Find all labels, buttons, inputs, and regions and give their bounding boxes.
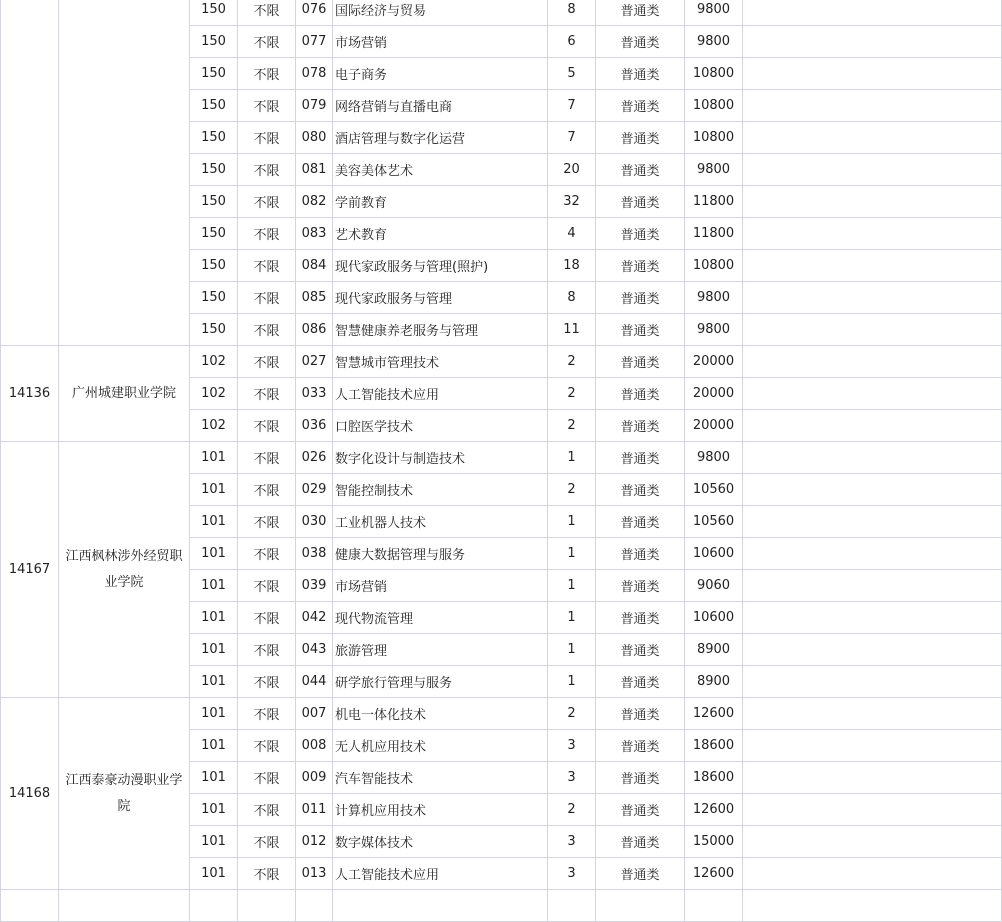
major-code-cell: 007 (296, 698, 333, 730)
major-name-cell: 酒店管理与数字化运营 (333, 122, 548, 154)
quota-cell: 32 (548, 186, 596, 218)
major-code-cell: 029 (296, 474, 333, 506)
major-code-cell: 077 (296, 26, 333, 58)
category-cell: 普通类 (596, 0, 685, 26)
major-name-cell: 计算机应用技术 (333, 794, 548, 826)
subject-req-cell: 不限 (238, 570, 296, 602)
plan-code-cell: 101 (190, 442, 238, 474)
major-name-cell: 艺术教育 (333, 218, 548, 250)
major-code-cell: 038 (296, 538, 333, 570)
plan-code-cell: 150 (190, 314, 238, 346)
major-code-cell: 081 (296, 154, 333, 186)
tuition-cell: 9800 (685, 26, 743, 58)
subject-req-cell (238, 890, 296, 922)
subject-req-cell: 不限 (238, 762, 296, 794)
major-code-cell: 026 (296, 442, 333, 474)
remark-cell (743, 186, 1002, 218)
major-name-cell: 美容美体艺术 (333, 154, 548, 186)
tuition-cell: 9800 (685, 282, 743, 314)
category-cell: 普通类 (596, 666, 685, 698)
remark-cell (743, 442, 1002, 474)
tuition-cell: 11800 (685, 186, 743, 218)
subject-req-cell: 不限 (238, 858, 296, 890)
quota-cell: 7 (548, 122, 596, 154)
subject-req-cell: 不限 (238, 314, 296, 346)
remark-cell (743, 122, 1002, 154)
subject-req-cell: 不限 (238, 506, 296, 538)
plan-code-cell: 102 (190, 346, 238, 378)
tuition-cell: 9800 (685, 314, 743, 346)
subject-req-cell: 不限 (238, 794, 296, 826)
major-name-cell: 数字化设计与制造技术 (333, 442, 548, 474)
remark-cell (743, 346, 1002, 378)
major-name-cell: 旅游管理 (333, 634, 548, 666)
remark-cell (743, 0, 1002, 26)
quota-cell: 11 (548, 314, 596, 346)
major-code-cell: 013 (296, 858, 333, 890)
major-code-cell: 079 (296, 90, 333, 122)
major-code-cell: 042 (296, 602, 333, 634)
major-name-cell: 国际经济与贸易 (333, 0, 548, 26)
subject-req-cell: 不限 (238, 122, 296, 154)
category-cell: 普通类 (596, 250, 685, 282)
school-name-cell: 江西枫林涉外经贸职业学院 (59, 442, 190, 698)
tuition-cell: 10600 (685, 602, 743, 634)
category-cell: 普通类 (596, 314, 685, 346)
major-name-cell: 研学旅行管理与服务 (333, 666, 548, 698)
quota-cell: 7 (548, 90, 596, 122)
subject-req-cell: 不限 (238, 826, 296, 858)
plan-code-cell: 101 (190, 474, 238, 506)
tuition-cell: 10800 (685, 122, 743, 154)
major-code-cell: 082 (296, 186, 333, 218)
major-name-cell: 智慧健康养老服务与管理 (333, 314, 548, 346)
school-name-cell: 广州城建职业学院 (59, 346, 190, 442)
remark-cell (743, 506, 1002, 538)
plan-code-cell (190, 890, 238, 922)
major-name-cell: 市场营销 (333, 26, 548, 58)
category-cell: 普通类 (596, 442, 685, 474)
plan-code-cell: 150 (190, 122, 238, 154)
major-name-cell: 现代物流管理 (333, 602, 548, 634)
tuition-cell (685, 890, 743, 922)
plan-code-cell: 101 (190, 730, 238, 762)
category-cell: 普通类 (596, 698, 685, 730)
category-cell: 普通类 (596, 506, 685, 538)
subject-req-cell: 不限 (238, 346, 296, 378)
tuition-cell: 8900 (685, 666, 743, 698)
tuition-cell: 10800 (685, 58, 743, 90)
quota-cell: 3 (548, 762, 596, 794)
remark-cell (743, 698, 1002, 730)
plan-code-cell: 150 (190, 0, 238, 26)
plan-code-cell: 150 (190, 282, 238, 314)
quota-cell: 4 (548, 218, 596, 250)
plan-code-cell: 102 (190, 410, 238, 442)
plan-code-cell: 102 (190, 378, 238, 410)
subject-req-cell: 不限 (238, 698, 296, 730)
remark-cell (743, 858, 1002, 890)
subject-req-cell: 不限 (238, 538, 296, 570)
subject-req-cell: 不限 (238, 602, 296, 634)
tuition-cell: 20000 (685, 410, 743, 442)
quota-cell: 2 (548, 346, 596, 378)
quota-cell: 2 (548, 794, 596, 826)
category-cell: 普通类 (596, 474, 685, 506)
major-name-cell: 市场营销 (333, 570, 548, 602)
tuition-cell: 12600 (685, 794, 743, 826)
plan-code-cell: 101 (190, 506, 238, 538)
subject-req-cell: 不限 (238, 186, 296, 218)
remark-cell (743, 634, 1002, 666)
tuition-cell: 18600 (685, 730, 743, 762)
remark-cell (743, 826, 1002, 858)
remark-cell (743, 250, 1002, 282)
remark-cell (743, 666, 1002, 698)
category-cell: 普通类 (596, 762, 685, 794)
subject-req-cell: 不限 (238, 0, 296, 26)
quota-cell: 8 (548, 282, 596, 314)
category-cell: 普通类 (596, 858, 685, 890)
school-code-cell: 14136 (1, 346, 59, 442)
major-name-cell: 数字媒体技术 (333, 826, 548, 858)
quota-cell: 3 (548, 858, 596, 890)
subject-req-cell: 不限 (238, 58, 296, 90)
remark-cell (743, 890, 1002, 922)
plan-code-cell: 150 (190, 186, 238, 218)
tuition-cell: 20000 (685, 346, 743, 378)
major-name-cell: 机电一体化技术 (333, 698, 548, 730)
school-name-cell (59, 0, 190, 346)
tuition-cell: 11800 (685, 218, 743, 250)
plan-code-cell: 150 (190, 218, 238, 250)
table-row (1, 346, 1002, 378)
subject-req-cell: 不限 (238, 666, 296, 698)
plan-code-cell: 101 (190, 634, 238, 666)
subject-req-cell: 不限 (238, 634, 296, 666)
remark-cell (743, 58, 1002, 90)
quota-cell: 1 (548, 442, 596, 474)
category-cell: 普通类 (596, 218, 685, 250)
major-code-cell: 036 (296, 410, 333, 442)
major-name-cell: 无人机应用技术 (333, 730, 548, 762)
quota-cell: 20 (548, 154, 596, 186)
major-code-cell (296, 890, 333, 922)
subject-req-cell: 不限 (238, 410, 296, 442)
tuition-cell: 12600 (685, 858, 743, 890)
major-code-cell: 076 (296, 0, 333, 26)
tuition-cell: 9800 (685, 0, 743, 26)
plan-code-cell: 101 (190, 538, 238, 570)
major-code-cell: 030 (296, 506, 333, 538)
category-cell: 普通类 (596, 826, 685, 858)
subject-req-cell: 不限 (238, 154, 296, 186)
school-name-cell (59, 890, 190, 922)
major-name-cell: 人工智能技术应用 (333, 858, 548, 890)
quota-cell: 2 (548, 698, 596, 730)
category-cell: 普通类 (596, 186, 685, 218)
category-cell: 普通类 (596, 282, 685, 314)
major-code-cell: 011 (296, 794, 333, 826)
quota-cell: 6 (548, 26, 596, 58)
plan-code-cell: 150 (190, 90, 238, 122)
remark-cell (743, 602, 1002, 634)
subject-req-cell: 不限 (238, 90, 296, 122)
remark-cell (743, 218, 1002, 250)
school-name-cell: 江西泰豪动漫职业学院 (59, 698, 190, 890)
subject-req-cell: 不限 (238, 26, 296, 58)
subject-req-cell: 不限 (238, 474, 296, 506)
quota-cell (548, 890, 596, 922)
major-name-cell: 电子商务 (333, 58, 548, 90)
subject-req-cell: 不限 (238, 250, 296, 282)
table-row (1, 698, 1002, 730)
tuition-cell: 10800 (685, 90, 743, 122)
major-name-cell: 智能控制技术 (333, 474, 548, 506)
quota-cell: 18 (548, 250, 596, 282)
category-cell: 普通类 (596, 58, 685, 90)
table-body (1, 0, 1002, 922)
plan-code-cell: 101 (190, 858, 238, 890)
plan-code-cell: 150 (190, 154, 238, 186)
remark-cell (743, 730, 1002, 762)
plan-code-cell: 101 (190, 570, 238, 602)
remark-cell (743, 794, 1002, 826)
subject-req-cell: 不限 (238, 730, 296, 762)
remark-cell (743, 282, 1002, 314)
plan-code-cell: 101 (190, 794, 238, 826)
major-code-cell: 085 (296, 282, 333, 314)
tuition-cell: 10800 (685, 250, 743, 282)
category-cell: 普通类 (596, 634, 685, 666)
quota-cell: 2 (548, 410, 596, 442)
major-name-cell: 学前教育 (333, 186, 548, 218)
tuition-cell: 9800 (685, 154, 743, 186)
plan-code-cell: 101 (190, 602, 238, 634)
major-code-cell: 080 (296, 122, 333, 154)
major-code-cell: 083 (296, 218, 333, 250)
category-cell: 普通类 (596, 122, 685, 154)
remark-cell (743, 762, 1002, 794)
tuition-cell: 18600 (685, 762, 743, 794)
plan-code-cell: 150 (190, 250, 238, 282)
category-cell: 普通类 (596, 730, 685, 762)
major-code-cell: 012 (296, 826, 333, 858)
school-code-cell: 14167 (1, 442, 59, 698)
major-name-cell: 工业机器人技术 (333, 506, 548, 538)
quota-cell: 2 (548, 378, 596, 410)
category-cell: 普通类 (596, 346, 685, 378)
major-name-cell: 网络营销与直播电商 (333, 90, 548, 122)
category-cell: 普通类 (596, 538, 685, 570)
category-cell: 普通类 (596, 154, 685, 186)
remark-cell (743, 474, 1002, 506)
remark-cell (743, 154, 1002, 186)
major-code-cell: 008 (296, 730, 333, 762)
category-cell: 普通类 (596, 410, 685, 442)
subject-req-cell: 不限 (238, 442, 296, 474)
quota-cell: 2 (548, 474, 596, 506)
school-code-cell (1, 890, 59, 922)
category-cell: 普通类 (596, 90, 685, 122)
major-code-cell: 078 (296, 58, 333, 90)
quota-cell: 1 (548, 634, 596, 666)
major-name-cell: 现代家政服务与管理(照护) (333, 250, 548, 282)
table-row (1, 890, 1002, 922)
major-code-cell: 044 (296, 666, 333, 698)
plan-code-cell: 101 (190, 826, 238, 858)
tuition-cell: 20000 (685, 378, 743, 410)
category-cell: 普通类 (596, 570, 685, 602)
remark-cell (743, 314, 1002, 346)
major-name-cell: 现代家政服务与管理 (333, 282, 548, 314)
quota-cell: 1 (548, 506, 596, 538)
category-cell: 普通类 (596, 794, 685, 826)
quota-cell: 1 (548, 602, 596, 634)
tuition-cell: 8900 (685, 634, 743, 666)
table-row (1, 0, 1002, 26)
table-row (1, 442, 1002, 474)
plan-code-cell: 101 (190, 698, 238, 730)
remark-cell (743, 570, 1002, 602)
school-code-cell (1, 0, 59, 346)
subject-req-cell: 不限 (238, 282, 296, 314)
major-code-cell: 084 (296, 250, 333, 282)
tuition-cell: 10560 (685, 506, 743, 538)
tuition-cell: 9060 (685, 570, 743, 602)
major-name-cell: 健康大数据管理与服务 (333, 538, 548, 570)
major-name-cell: 智慧城市管理技术 (333, 346, 548, 378)
major-code-cell: 039 (296, 570, 333, 602)
plan-code-cell: 101 (190, 666, 238, 698)
quota-cell: 3 (548, 826, 596, 858)
major-code-cell: 033 (296, 378, 333, 410)
school-code-cell: 14168 (1, 698, 59, 890)
remark-cell (743, 410, 1002, 442)
quota-cell: 3 (548, 730, 596, 762)
tuition-cell: 10600 (685, 538, 743, 570)
subject-req-cell: 不限 (238, 378, 296, 410)
major-code-cell: 043 (296, 634, 333, 666)
category-cell (596, 890, 685, 922)
quota-cell: 5 (548, 58, 596, 90)
remark-cell (743, 378, 1002, 410)
plan-code-cell: 101 (190, 762, 238, 794)
major-code-cell: 027 (296, 346, 333, 378)
plan-code-cell: 150 (190, 26, 238, 58)
major-code-cell: 086 (296, 314, 333, 346)
major-name-cell (333, 890, 548, 922)
remark-cell (743, 26, 1002, 58)
remark-cell (743, 538, 1002, 570)
category-cell: 普通类 (596, 602, 685, 634)
tuition-cell: 10560 (685, 474, 743, 506)
quota-cell: 1 (548, 570, 596, 602)
major-code-cell: 009 (296, 762, 333, 794)
major-name-cell: 人工智能技术应用 (333, 378, 548, 410)
major-name-cell: 口腔医学技术 (333, 410, 548, 442)
plan-code-cell: 150 (190, 58, 238, 90)
category-cell: 普通类 (596, 26, 685, 58)
category-cell: 普通类 (596, 378, 685, 410)
major-name-cell: 汽车智能技术 (333, 762, 548, 794)
quota-cell: 1 (548, 538, 596, 570)
tuition-cell: 12600 (685, 698, 743, 730)
subject-req-cell: 不限 (238, 218, 296, 250)
tuition-cell: 9800 (685, 442, 743, 474)
quota-cell: 8 (548, 0, 596, 26)
quota-cell: 1 (548, 666, 596, 698)
tuition-cell: 15000 (685, 826, 743, 858)
remark-cell (743, 90, 1002, 122)
